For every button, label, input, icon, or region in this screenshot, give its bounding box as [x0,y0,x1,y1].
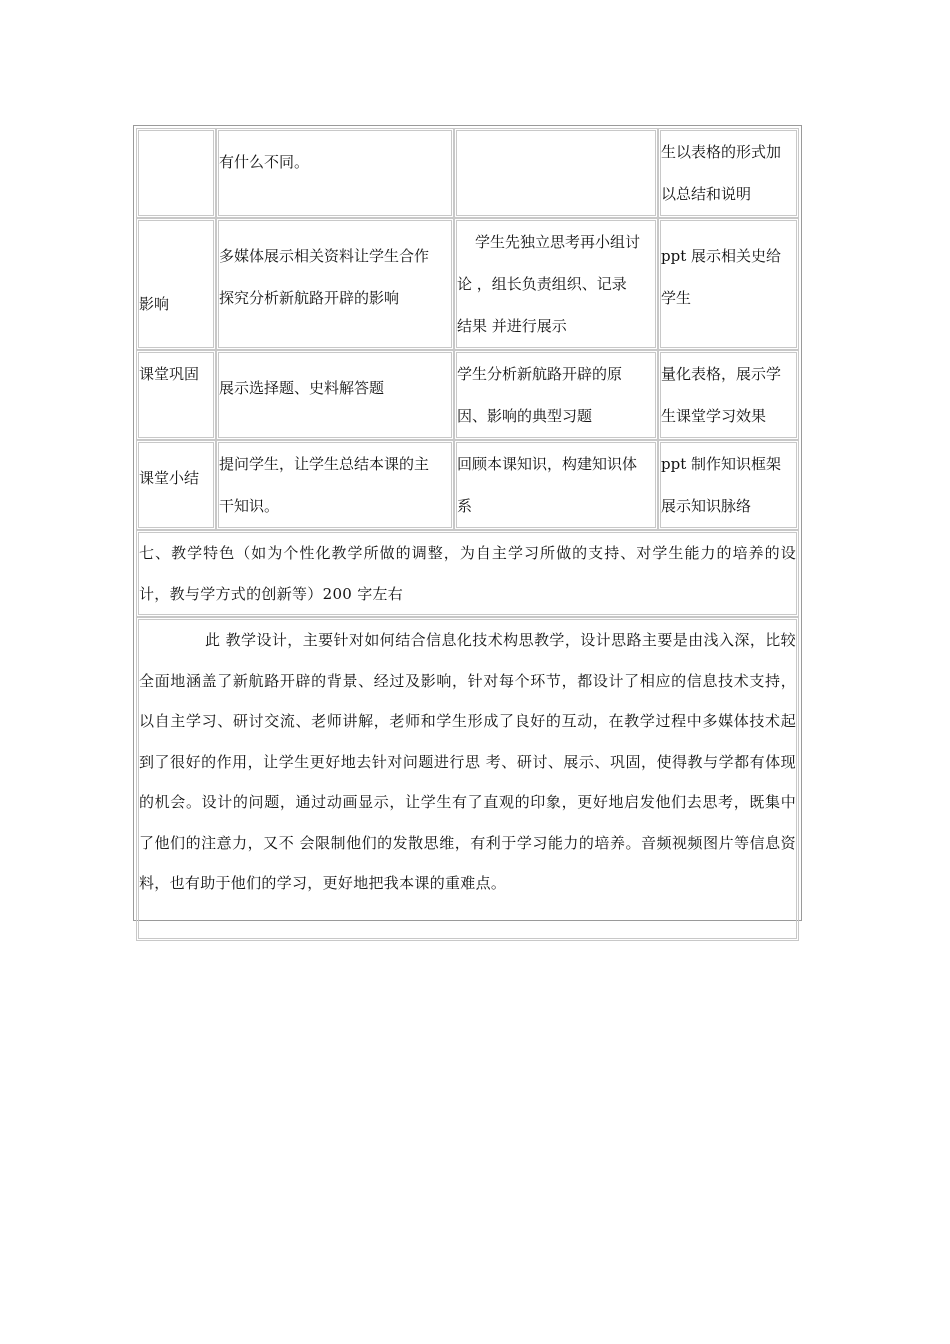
table-row [136,350,799,440]
cell-line: 结果 并进行展示 [457,317,567,335]
stage-cell [136,350,216,440]
stage-cell [136,440,216,530]
tech-support-cell [658,440,799,530]
cell-line: 展示知识脉络 [661,497,752,515]
teacher-activity-cell [216,218,454,350]
teacher-activity-cell [216,128,454,218]
cell-line: 学生先独立思考再小组讨 [475,233,641,251]
teacher-activity-cell [216,350,454,440]
table-row [136,440,799,530]
student-activity-cell [454,350,658,440]
cell-line: 因、影响的典型习题 [457,407,593,425]
cell-line: 学生分析新航路开辟的原 [457,365,623,383]
section7-heading-cell [136,530,799,617]
table-row [136,218,799,350]
table-row [136,128,799,218]
cell-line: 提问学生，让学生总结本课的主 [219,455,430,473]
lesson-table-frame [133,125,802,921]
stage-label: 课堂小结 [139,469,200,487]
tech-support-cell [658,218,799,350]
cell-line: 有什么不同。 [219,153,310,171]
cell-line: 探究分析新航路开辟的影响 [219,289,400,307]
stage-cell [136,128,216,218]
tech-support-cell [658,350,799,440]
stage-label: 影响 [139,295,170,313]
cell-line: 多媒体展示相关资料让学生合作 [219,247,430,265]
cell-line: ppt 制作知识框架 [661,455,782,473]
cell-line: 生课堂学习效果 [661,407,767,425]
cell-line: 以总结和说明 [661,185,752,203]
cell-line: ppt 展示相关史给 [661,247,782,265]
stage-cell [136,218,216,350]
cell-line: 干知识。 [219,497,280,515]
cell-line: 系 [457,497,473,515]
student-activity-cell [454,440,658,530]
cell-line: 展示选择题、史料解答题 [219,379,385,397]
cell-line: 论 ，组长负责组织、记录 [457,275,627,293]
section7-heading: 七、教学特色（如为个性化教学所做的调整，为自主学习所做的支持、对学生能力的培养的设计，教与学方式的创新等）200 字左右 [139,544,796,603]
section7-body-cell [136,617,799,941]
cell-line: 生以表格的形式加 [661,143,782,161]
lesson-plan-table [136,128,799,941]
student-activity-cell [454,128,658,218]
student-activity-cell [454,218,658,350]
tech-support-cell [658,128,799,218]
cell-line: 回顾本课知识，构建知识体 [457,455,638,473]
cell-line: 量化表格，展示学 [661,365,782,383]
table-row [136,530,799,617]
teacher-activity-cell [216,440,454,530]
cell-line: 学生 [661,289,692,307]
table-row [136,617,799,941]
stage-label: 课堂巩固 [139,365,200,383]
section7-body: 此 教学设计，主要针对如何结合信息化技术构思教学，设计思路主要是由浅入深，比较全面地涵盖了新航路开辟的背景、经过及影响，针对每个环节，都设计了相应的信息技术支持，以自主学习、研讨交流、老师讲解，老师和学生形成了良好的互动，在教学过程中多媒体技术起到了很好的作用，让学生更好地去针对问题进行思 考、研讨、展示、巩固，使得教与学都有体现的机会。设计的问题，通过动画显示，让学生有了直观的印象，更好地启发他们去思考，既集中了他们的注意力，又不 会限制他们的发散思维，有利于学习能力的培养。音频视频图片等信息资料，也有助于他们的学习，更好地把我本课的重难点。 [139,631,796,892]
